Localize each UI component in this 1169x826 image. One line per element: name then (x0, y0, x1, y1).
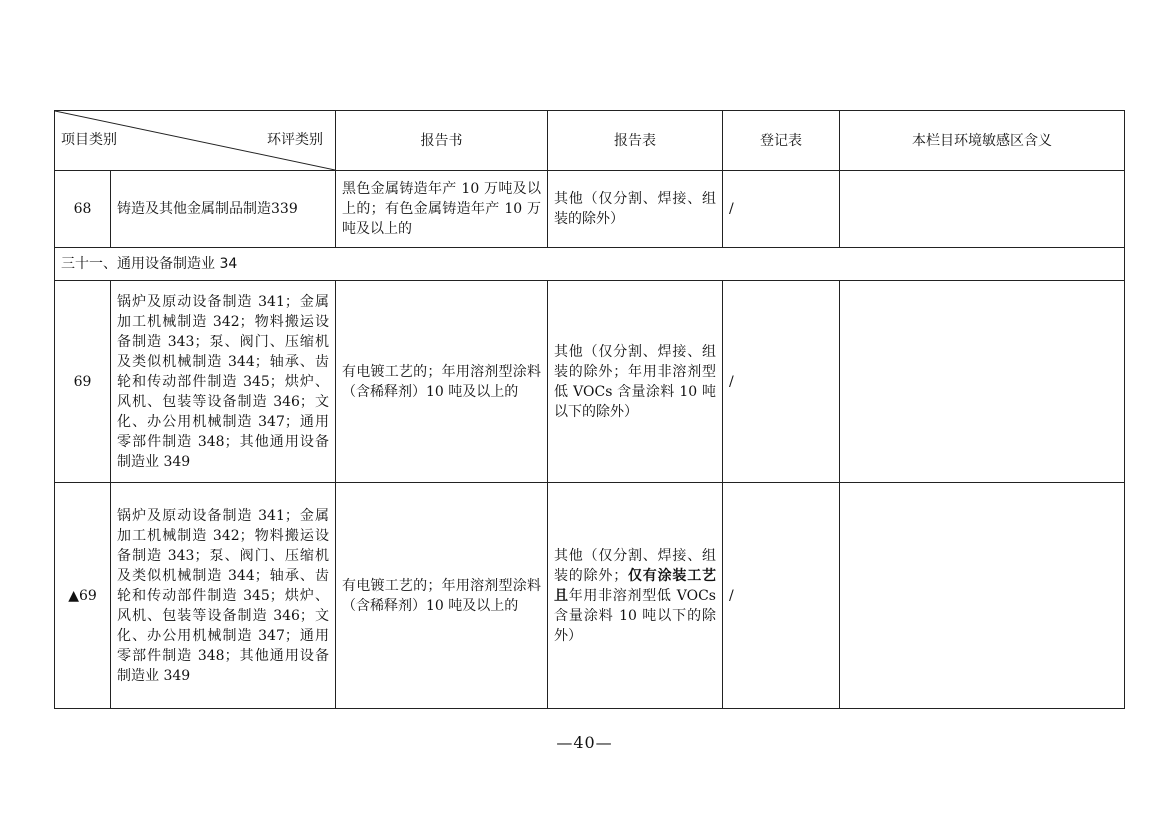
table-row (55, 171, 1125, 248)
section-title: 三十一、通用设备制造业 34 (55, 248, 1125, 281)
project-cell: 锅炉及原动设备制造 341；金属加工机械制造 342；物料搬运设备制造 343；泵、阀门、压缩机及类似机械制造 344；轴承、齿轮和传动部件制造 345；烘炉、风机、包装等设备制造 346；文化、办公用机械制造 347；通用零部件制造 348；其他通用设备制造业 349 (111, 483, 336, 709)
report-book-cell: 有电镀工艺的；年用溶剂型涂料（含稀释剂）10 吨及以上的 (336, 483, 548, 709)
project-cell: 铸造及其他金属制品制造339 (111, 171, 336, 248)
header-row (55, 111, 1125, 171)
row-number: 68 (55, 171, 111, 248)
report-form-cell (548, 483, 723, 709)
sensitive-area-cell (840, 483, 1125, 709)
registration-cell: / (723, 281, 840, 483)
table-row (55, 483, 1125, 709)
report-book-cell: 有电镀工艺的；年用溶剂型涂料（含稀释剂）10 吨及以上的 (336, 281, 548, 483)
sensitive-area-header: 本栏目环境敏感区含义 (840, 111, 1125, 171)
section-row (55, 248, 1125, 281)
report-form-cell: 其他（仅分割、焊接、组装的除外） (548, 171, 723, 248)
table-row (55, 281, 1125, 483)
sensitive-area-cell (840, 171, 1125, 248)
project-category-label: 项目类别 (61, 132, 117, 148)
registration-form-header: 登记表 (723, 111, 840, 171)
report-form-bold-text: 仅有涂装工艺且 (554, 567, 717, 604)
eia-classification-table (54, 110, 1125, 709)
report-form-header: 报告表 (548, 111, 723, 171)
report-form-suffix: 年用非溶剂型低 VOCs 含量涂料 10 吨以下的除外） (554, 587, 716, 644)
row-number: ▲69 (55, 483, 111, 709)
page-number: —40— (556, 733, 613, 752)
diagonal-header-cell (55, 111, 336, 171)
report-book-header: 报告书 (336, 111, 548, 171)
report-form-prefix: 其他（仅分割、焊接、组装的除外； (554, 547, 716, 584)
report-form-cell: 其他（仅分割、焊接、组装的除外；年用非溶剂型低 VOCs 含量涂料 10 吨以下的除外） (548, 281, 723, 483)
registration-cell: / (723, 483, 840, 709)
eia-category-label: 环评类别 (267, 132, 323, 148)
row-number: 69 (55, 281, 111, 483)
project-cell: 锅炉及原动设备制造 341；金属加工机械制造 342；物料搬运设备制造 343；泵、阀门、压缩机及类似机械制造 344；轴承、齿轮和传动部件制造 345；烘炉、风机、包装等设备制造 346；文化、办公用机械制造 347；通用零部件制造 348；其他通用设备制造业 349 (111, 281, 336, 483)
sensitive-area-cell (840, 281, 1125, 483)
registration-cell: / (723, 171, 840, 248)
report-book-cell: 黑色金属铸造年产 10 万吨及以上的；有色金属铸造年产 10 万吨及以上的 (336, 171, 548, 248)
